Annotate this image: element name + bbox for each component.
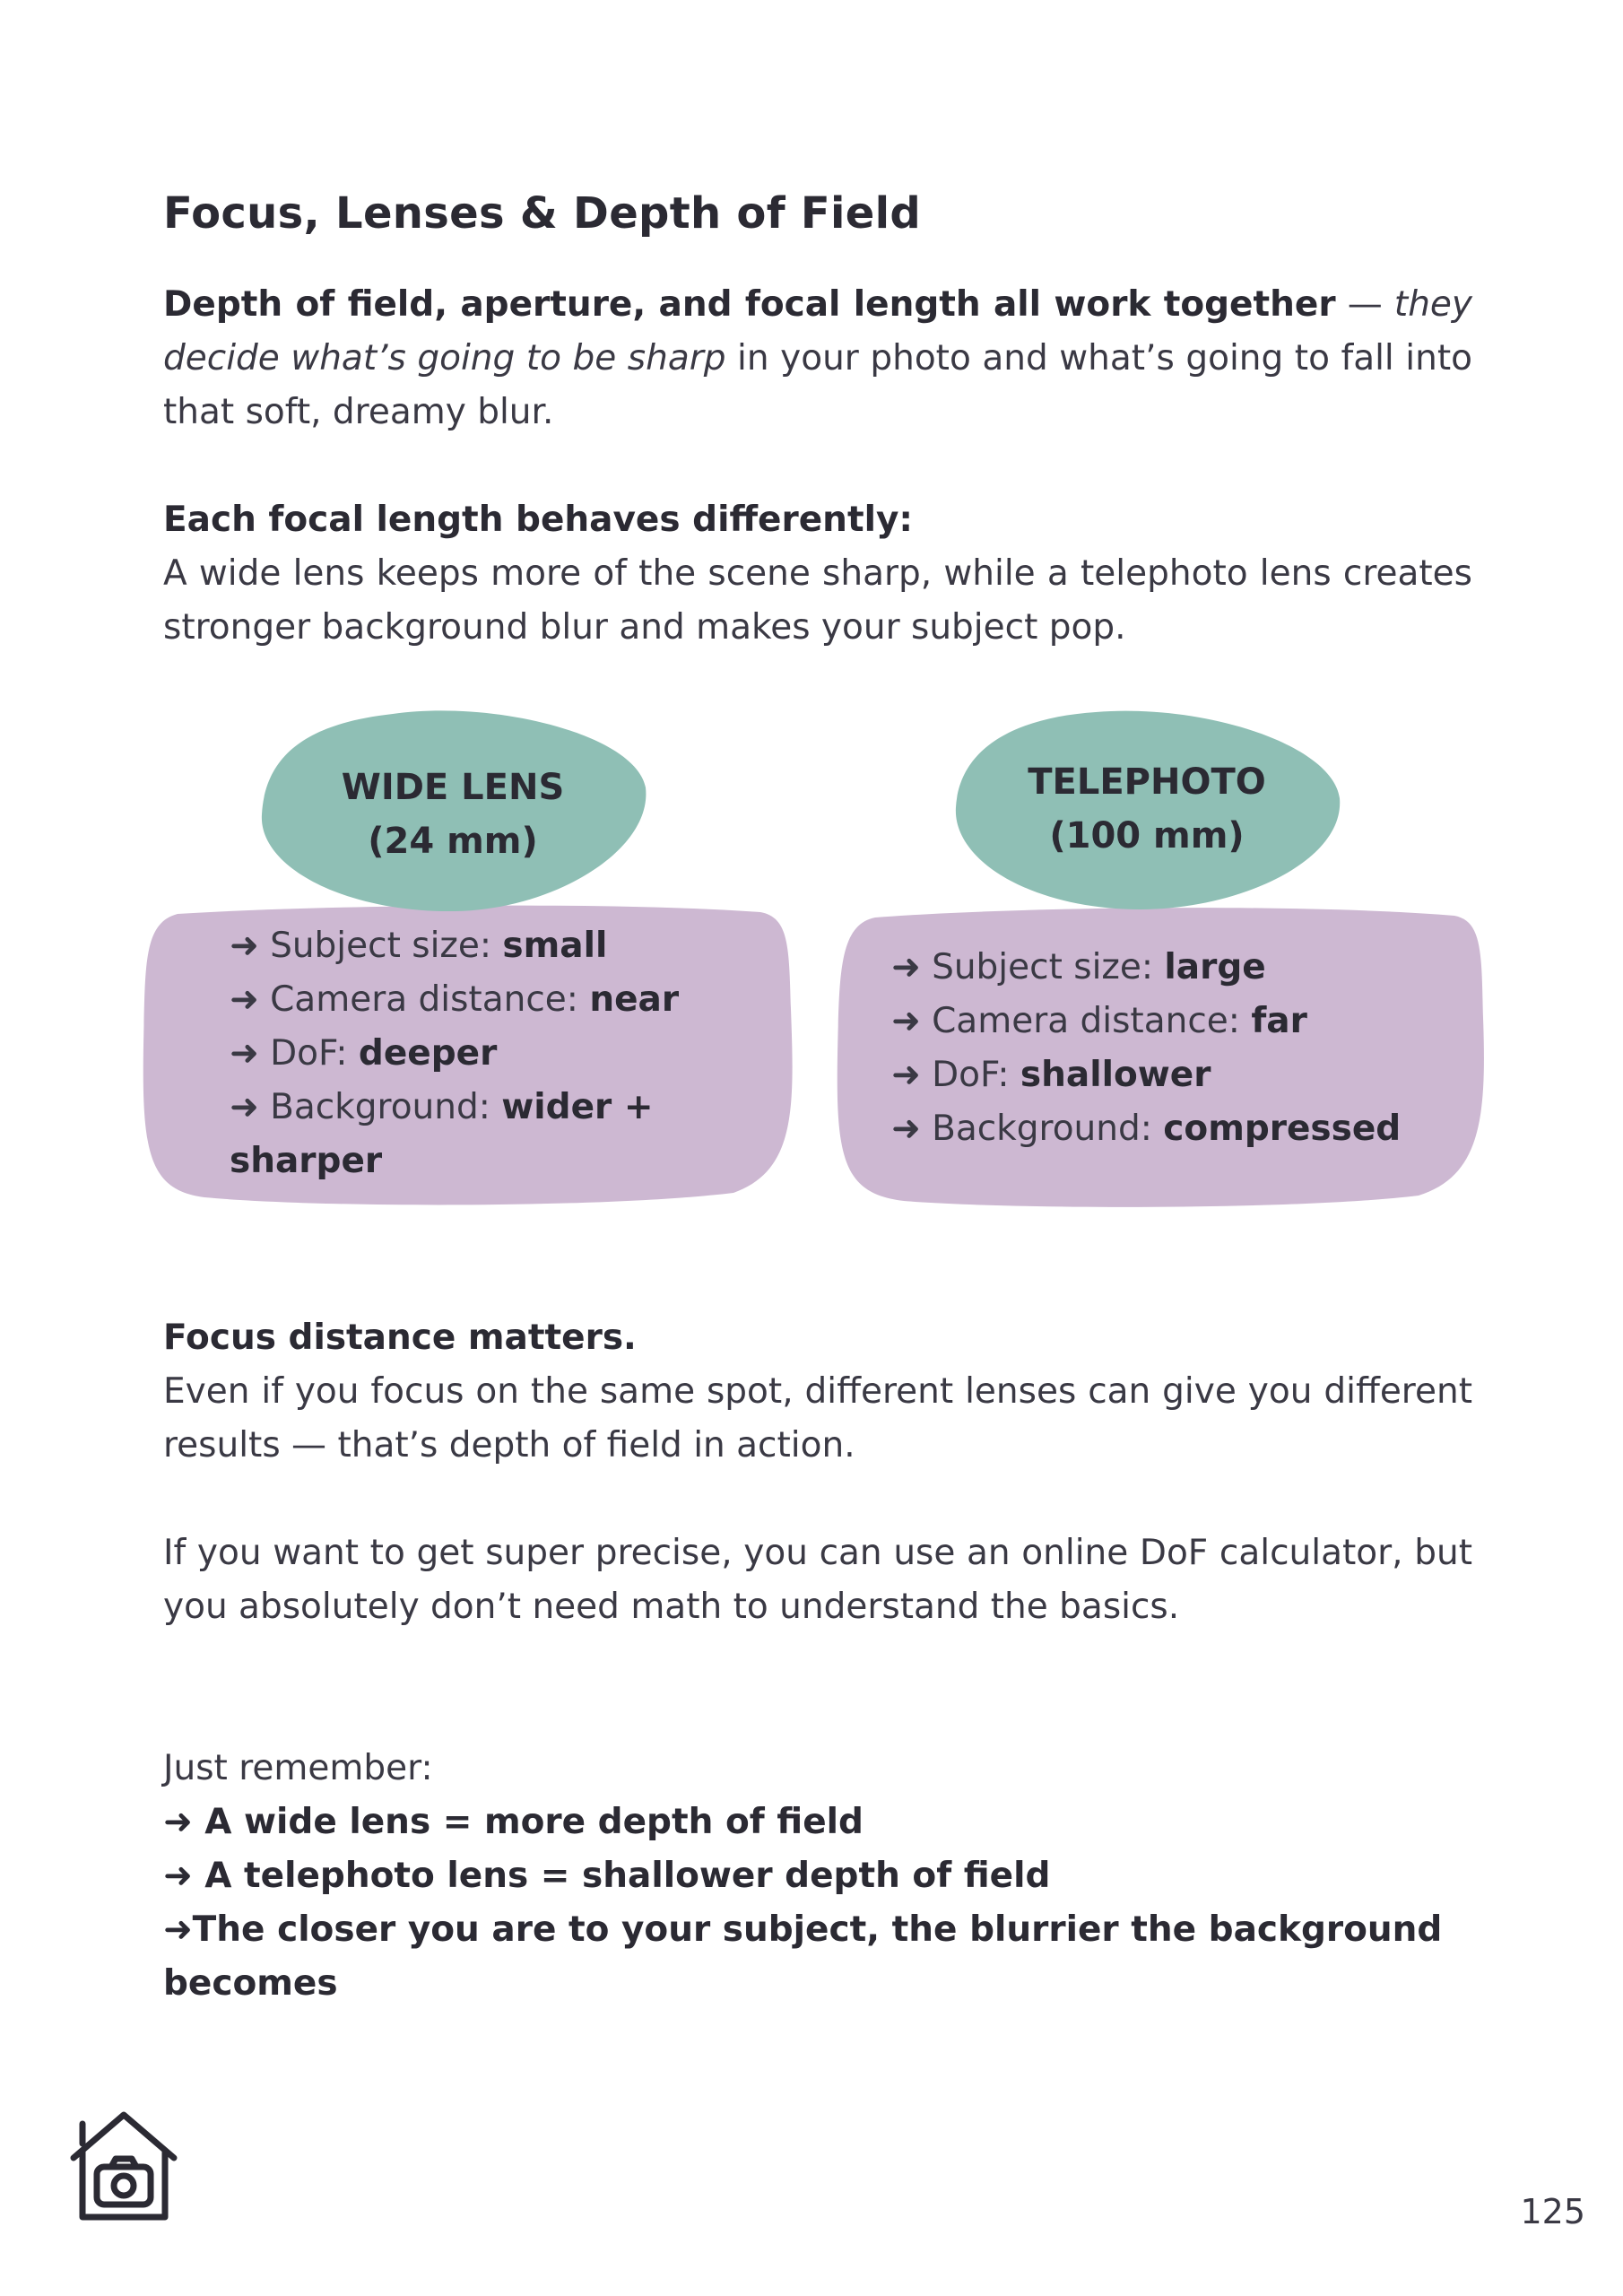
remember-item: ➜ A telephoto lens = shallower depth of field	[163, 1856, 1051, 1896]
page-title: Focus, Lenses & Depth of Field	[163, 188, 922, 239]
remember-item: ➜ A wide lens = more depth of field	[163, 1802, 864, 1842]
wide-lens-title-blob	[258, 707, 647, 913]
tele-item-dof: ➜ DoF: shallower	[891, 1055, 1211, 1095]
wide-lens-list	[230, 919, 714, 1188]
wide-item-dof: ➜ DoF: deeper	[230, 1033, 498, 1074]
wide-item-distance: ➜ Camera distance: near	[230, 979, 680, 1020]
house-camera-icon	[66, 2108, 183, 2228]
focus-distance-heading: Focus distance matters.	[163, 1318, 637, 1358]
tele-item-subject: ➜ Subject size: large	[891, 947, 1266, 987]
tele-item-distance: ➜ Camera distance: far	[891, 1001, 1307, 1041]
remember-section	[163, 1742, 1472, 2011]
wide-item-subject: ➜ Subject size: small	[230, 926, 608, 966]
intro-italic: they decide what’s going to be sharp	[163, 284, 1473, 378]
focus-distance-text: Even if you focus on the same spot, different lenses can give you different results — that’s depth of field in action.	[163, 1371, 1472, 1465]
wide-lens-title: WIDE LENS (24 mm)	[341, 767, 565, 862]
wide-item-background: ➜ Background: wider + sharper	[230, 1087, 654, 1181]
telephoto-card	[836, 901, 1485, 1211]
intro-rest: in your photo and what’s going to fall into that soft, dreamy blur.	[163, 338, 1472, 432]
focal-heading: Each focal length behaves differently:	[163, 500, 913, 540]
intro-paragraph	[163, 278, 1472, 439]
telephoto-list	[891, 941, 1401, 1156]
telephoto-title: TELEPHOTO (100 mm)	[1028, 761, 1266, 857]
telephoto-title-blob	[952, 709, 1341, 911]
wide-lens-card	[142, 901, 793, 1211]
calculator-paragraph: If you want to get super precise, you can use an online DoF calculator, but you absolutely don’t need math to understand the basics.	[163, 1533, 1472, 1627]
focal-text: A wide lens keeps more of the scene sharp, while a telephoto lens creates stronger background blur and makes your subject pop.	[163, 553, 1472, 648]
intro-bold: Depth of field, aperture, and focal length all work together	[163, 284, 1336, 325]
focus-distance-section	[163, 1311, 1472, 1473]
focal-length-section	[163, 493, 1472, 655]
tele-item-background: ➜ Background: compressed	[891, 1109, 1402, 1149]
remember-lead: Just remember:	[163, 1748, 433, 1788]
remember-item: ➜The closer you are to your subject, the blurrier the background becomes	[163, 1909, 1443, 2004]
intro-dash: —	[1335, 284, 1394, 325]
page-number: 125	[1520, 2192, 1585, 2231]
